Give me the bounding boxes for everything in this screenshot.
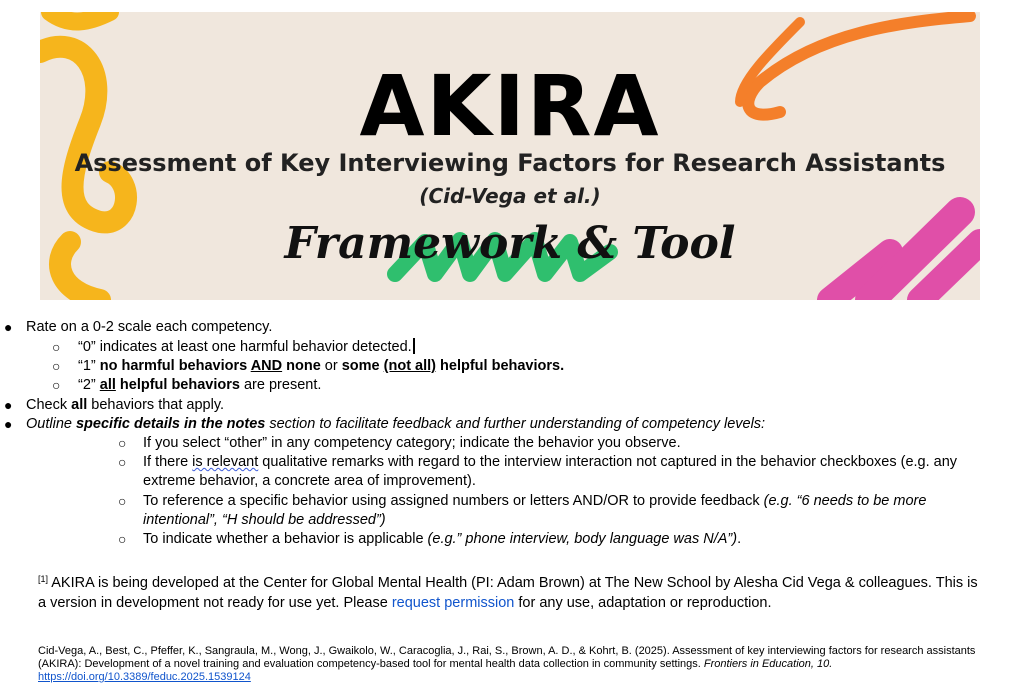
text-run: specific details in the notes bbox=[75, 416, 266, 432]
text-run: some bbox=[341, 358, 380, 374]
list-subitem bbox=[78, 338, 415, 357]
bullet-disc-icon: ● bbox=[4, 416, 13, 432]
text-run: for any use, adaptation or reproduction. bbox=[514, 594, 772, 611]
list-subitem bbox=[143, 530, 741, 549]
bullet-circle-icon: ○ bbox=[118, 493, 127, 509]
list-item bbox=[26, 396, 224, 415]
spellcheck-text: is relevant bbox=[192, 454, 259, 470]
footnote bbox=[38, 570, 988, 613]
text-run: To reference a specific behavior using assigned numbers or letters AND/OR to provide feedback bbox=[143, 493, 764, 509]
bullet-circle-icon: ○ bbox=[118, 435, 127, 451]
text-cursor bbox=[413, 338, 415, 354]
list-subitem bbox=[143, 453, 973, 491]
list-subitem bbox=[78, 357, 564, 376]
bullet-circle-icon: ○ bbox=[118, 531, 127, 547]
banner-citation: (Cid-Vega et al.) bbox=[419, 184, 601, 208]
text-run: Cid-Vega, A., Best, C., Pfeffer, K., Sangraula, M., Wong, J., Gwaikolo, W., Caracoglia, J., Rai, S., Brown, A. D., & Kohrt, B. (2025). Assessment of key interviewing factors for research assistants (AKIRA): Development of a novel training and evaluation competency-based tool for mental health data collection in community settings. bbox=[38, 645, 976, 670]
reference-citation bbox=[38, 645, 988, 684]
text-run: are present. bbox=[239, 377, 322, 393]
text-run: or bbox=[320, 358, 342, 374]
bullet-circle-icon: ○ bbox=[118, 454, 127, 470]
list-item-text: Rate on a 0-2 scale each competency. bbox=[26, 319, 273, 335]
text-run: To indicate whether a behavior is applicable bbox=[143, 531, 428, 547]
bullet-disc-icon: ● bbox=[4, 319, 13, 335]
text-run: Check bbox=[26, 397, 72, 413]
text-run: helpful behaviors bbox=[115, 377, 240, 393]
request-permission-link[interactable]: request permission bbox=[391, 594, 515, 611]
text-run: section to facilitate feedback and further understanding of competency levels: bbox=[265, 416, 766, 432]
text-run: no harmful behaviors bbox=[99, 358, 251, 374]
list-subitem bbox=[78, 376, 321, 395]
bullet-circle-icon: ○ bbox=[52, 377, 61, 393]
text-run: Frontiers in Education, 10. bbox=[703, 658, 833, 670]
text-run: “1” bbox=[78, 358, 100, 374]
text-run: (e.g.” phone interview, body language was N/A”) bbox=[427, 531, 738, 547]
banner-title: AKIRA bbox=[359, 57, 661, 155]
text-run: AND bbox=[250, 358, 283, 374]
list-item bbox=[26, 415, 765, 434]
banner-subtitle: Assessment of Key Interviewing Factors for Research Assistants bbox=[74, 149, 946, 177]
list-subitem bbox=[143, 434, 681, 453]
bullet-circle-icon: ○ bbox=[52, 339, 61, 355]
text-run: . bbox=[737, 531, 742, 547]
text-run: “2” bbox=[78, 377, 100, 393]
bullet-disc-icon: ● bbox=[4, 397, 13, 413]
banner-tagline: Framework & Tool bbox=[284, 218, 736, 269]
text-run: (e.g. “6 needs to be more intentional”, “H should be addressed”) bbox=[143, 493, 927, 529]
banner-image bbox=[40, 12, 980, 300]
doi-link[interactable]: https://doi.org/10.3389/feduc.2025.1539124 bbox=[38, 671, 251, 683]
list-subitem bbox=[143, 492, 973, 530]
list-item bbox=[26, 318, 272, 337]
text-run: AKIRA is being developed at the Center for Global Mental Health (PI: Adam Brown) at The New School by Alesha Cid Vega & colleagues. This is a version in development not ready for use yet. Please bbox=[38, 575, 978, 611]
list-item-text: “0” indicates at least one harmful behavior detected. bbox=[78, 339, 412, 355]
text-run: all bbox=[71, 397, 88, 413]
bullet-circle-icon: ○ bbox=[52, 358, 61, 374]
text-run: Outline bbox=[26, 416, 76, 432]
text-run: (not all) bbox=[383, 358, 437, 374]
text-run: helpful behaviors. bbox=[436, 358, 565, 374]
text-run: qualitative remarks with regard to the interview interaction not captured in the behavior checkboxes (e.g. any extreme behavior, a concrete area of improvement). bbox=[143, 454, 958, 490]
footnote-marker: [1] bbox=[38, 574, 49, 584]
text-run: If there bbox=[143, 454, 193, 470]
text-run: none bbox=[282, 358, 321, 374]
text-run: all bbox=[99, 377, 116, 393]
text-run: behaviors that apply. bbox=[87, 397, 225, 413]
list-item-text: If you select “other” in any competency category; indicate the behavior you observe. bbox=[143, 435, 681, 451]
